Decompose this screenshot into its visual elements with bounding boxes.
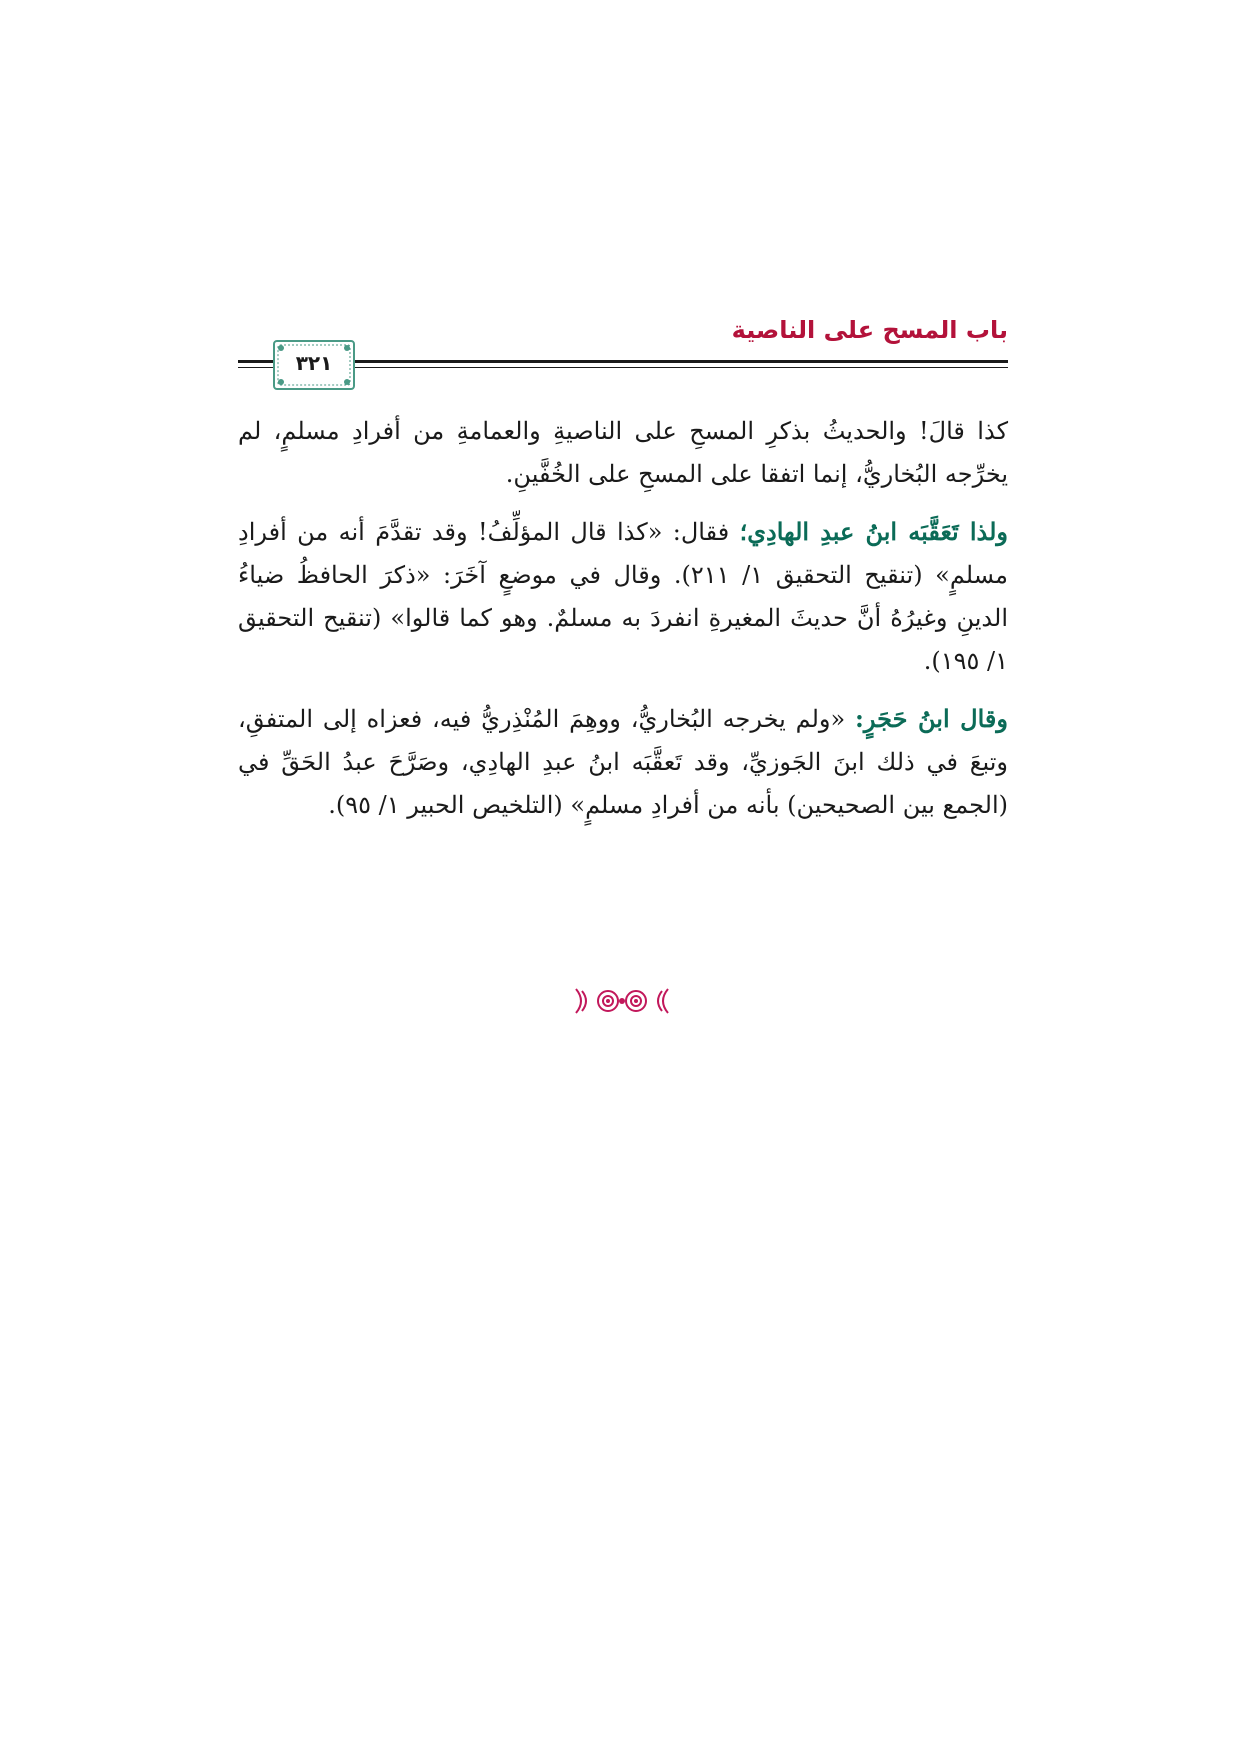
paragraph-3-text: «ولم يخرجه البُخاريُّ، ووهِمَ المُنْذِريُّ فيه، فعزاه إلى المتفقِ، وتبعَ في ذلك ابنَ الجَوزيِّ، وقد تَعقَّبَه ابنُ عبدِ الهادِي، وصَرَّحَ عبدُ الحَقِّ في (الجمع بين الصحيحين) بأنه من أفرادِ مسلمٍ» (التلخيص الحبير ١/ ٩٥). [238, 705, 1008, 819]
paragraph-2 [238, 510, 1008, 683]
paragraph-3-lead: وقال ابنُ حَجَرٍ: [855, 704, 1008, 733]
paragraph-3 [238, 697, 1008, 827]
main-text [238, 410, 1008, 841]
page-header [238, 308, 1008, 388]
chapter-title: باب المسح على الناصية [731, 316, 1008, 344]
paragraph-1 [238, 410, 1008, 496]
page-number: ٣٢١ [295, 351, 333, 375]
page-number-badge [273, 340, 355, 390]
paragraph-1-text: كذا قالَ! والحديثُ بذكرِ المسحِ على الناصيةِ والعمامةِ من أفرادِ مسلمٍ، لم يخرِّجه البُخاريُّ، إنما اتفقا على المسحِ على الخُفَّينِ. [238, 417, 1008, 488]
end-ornament-icon [570, 983, 674, 1019]
paragraph-2-text: فقال: «كذا قال المؤلِّفُ! وقد تقدَّمَ أنه من أفرادِ مسلمٍ» (تنقيح التحقيق ١/ ٢١١). وقال في موضعٍ آخَرَ: «ذكرَ الحافظُ ضياءُ الدينِ وغيرُهُ أنَّ حديثَ المغيرةِ انفردَ به مسلمٌ. وهو كما قالوا» (تنقيح التحقيق ١/ ١٩٥). [238, 518, 1009, 675]
paragraph-2-lead: ولذا تَعَقَّبَه ابنُ عبدِ الهادِي؛ [739, 517, 1008, 546]
